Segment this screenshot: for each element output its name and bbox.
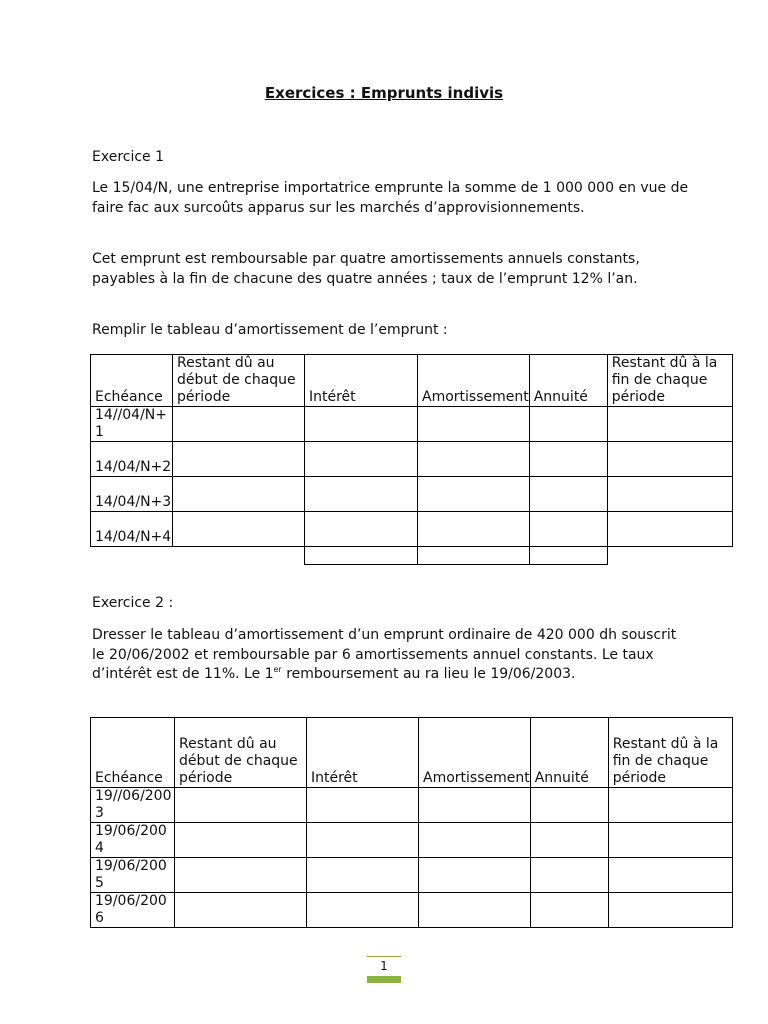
empty-cell	[607, 442, 732, 477]
page-number: 1	[380, 959, 388, 973]
header-restant-fin: Restant dû à la fin de chaque période	[608, 718, 732, 788]
empty-cell	[91, 547, 173, 565]
empty-cell	[307, 893, 419, 928]
empty-cell	[608, 823, 732, 858]
header-interet: Intérêt	[307, 718, 419, 788]
empty-cell	[175, 858, 307, 893]
table-row	[91, 407, 733, 442]
empty-cell	[607, 407, 732, 442]
header-echeance: Echéance	[91, 355, 173, 407]
header-echeance: Echéance	[91, 718, 175, 788]
table-row	[91, 858, 733, 893]
echeance-cell: 19/06/2005	[91, 858, 175, 893]
empty-cell	[529, 442, 607, 477]
empty-cell	[530, 893, 608, 928]
empty-cell	[607, 512, 732, 547]
empty-cell	[419, 858, 531, 893]
header-amortissement: Amortissement	[419, 718, 531, 788]
header-annuite: Annuité	[529, 355, 607, 407]
exercise-1-paragraph-3: Remplir le tableau d’amortissement de l’emprunt :	[92, 322, 448, 338]
empty-cell	[305, 442, 418, 477]
empty-cell	[173, 547, 305, 565]
exercise-2-table	[90, 717, 733, 928]
empty-cell	[419, 823, 531, 858]
exercise-1-heading: Exercice 1	[92, 149, 165, 165]
empty-cell	[530, 858, 608, 893]
empty-cell	[607, 477, 732, 512]
total-interet-cell	[305, 547, 418, 565]
table-row	[91, 893, 733, 928]
table-header-row	[91, 718, 733, 788]
echeance-cell: 14/04/N+4	[91, 512, 173, 547]
empty-cell	[419, 893, 531, 928]
total-annuite-cell	[529, 547, 607, 565]
empty-cell	[307, 823, 419, 858]
echeance-cell: 14/04/N+3	[91, 477, 173, 512]
empty-cell	[305, 512, 418, 547]
empty-cell	[418, 512, 530, 547]
empty-cell	[307, 788, 419, 823]
echeance-cell: 14//04/N+1	[91, 407, 173, 442]
footer-accent-bar	[367, 976, 401, 983]
empty-cell	[175, 823, 307, 858]
page-footer	[367, 956, 401, 983]
empty-cell	[608, 893, 732, 928]
empty-cell	[530, 823, 608, 858]
header-restant-debut: Restant dû au début de chaque période	[175, 718, 307, 788]
empty-cell	[173, 442, 305, 477]
header-amortissement: Amortissement	[418, 355, 530, 407]
total-amortissement-cell	[418, 547, 530, 565]
document-title: Exercices : Emprunts indivis	[264, 84, 504, 102]
empty-cell	[173, 407, 305, 442]
echeance-cell: 19//06/2003	[91, 788, 175, 823]
exercise-1-table	[90, 354, 733, 565]
echeance-cell: 19/06/2004	[91, 823, 175, 858]
empty-cell	[175, 788, 307, 823]
empty-cell	[529, 407, 607, 442]
exercise-2-paragraph-1: Dresser le tableau d’amortissement d’un emprunt ordinaire de 420 000 dh souscrit le 20/06/2002 et remboursable par 6 amortissements annuel constants. Le taux d’intérêt est de 11%. Le 1er remboursement au ra lieu le 19/06/2003.	[92, 627, 677, 682]
table-header-row	[91, 355, 733, 407]
header-restant-debut: Restant dû au début de chaque période	[173, 355, 305, 407]
echeance-cell: 14/04/N+2	[91, 442, 173, 477]
empty-cell	[418, 477, 530, 512]
empty-cell	[173, 477, 305, 512]
empty-cell	[419, 788, 531, 823]
empty-cell	[418, 442, 530, 477]
echeance-cell: 19/06/2006	[91, 893, 175, 928]
header-annuite: Annuité	[530, 718, 608, 788]
empty-cell	[529, 512, 607, 547]
empty-cell	[607, 547, 732, 565]
empty-cell	[418, 407, 530, 442]
totals-row	[91, 547, 733, 565]
empty-cell	[530, 788, 608, 823]
table-row	[91, 788, 733, 823]
empty-cell	[305, 407, 418, 442]
header-restant-fin: Restant dû à la fin de chaque période	[607, 355, 732, 407]
empty-cell	[175, 893, 307, 928]
table-row	[91, 823, 733, 858]
empty-cell	[307, 858, 419, 893]
table-row	[91, 442, 733, 477]
empty-cell	[608, 858, 732, 893]
exercise-2-heading: Exercice 2 :	[92, 595, 174, 611]
table-row	[91, 512, 733, 547]
exercise-1-paragraph-2: Cet emprunt est remboursable par quatre amortissements annuels constants, payables à la fin de chacune des quatre années ; taux de l’emprunt 12% l’an.	[92, 251, 640, 287]
exercise-1-paragraph-1: Le 15/04/N, une entreprise importatrice emprunte la somme de 1 000 000 en vue de faire fac aux surcoûts apparus sur les marchés d’approvisionnements.	[92, 180, 689, 216]
empty-cell	[608, 788, 732, 823]
header-interet: Intérêt	[305, 355, 418, 407]
table-row	[91, 477, 733, 512]
empty-cell	[305, 477, 418, 512]
empty-cell	[529, 477, 607, 512]
empty-cell	[173, 512, 305, 547]
